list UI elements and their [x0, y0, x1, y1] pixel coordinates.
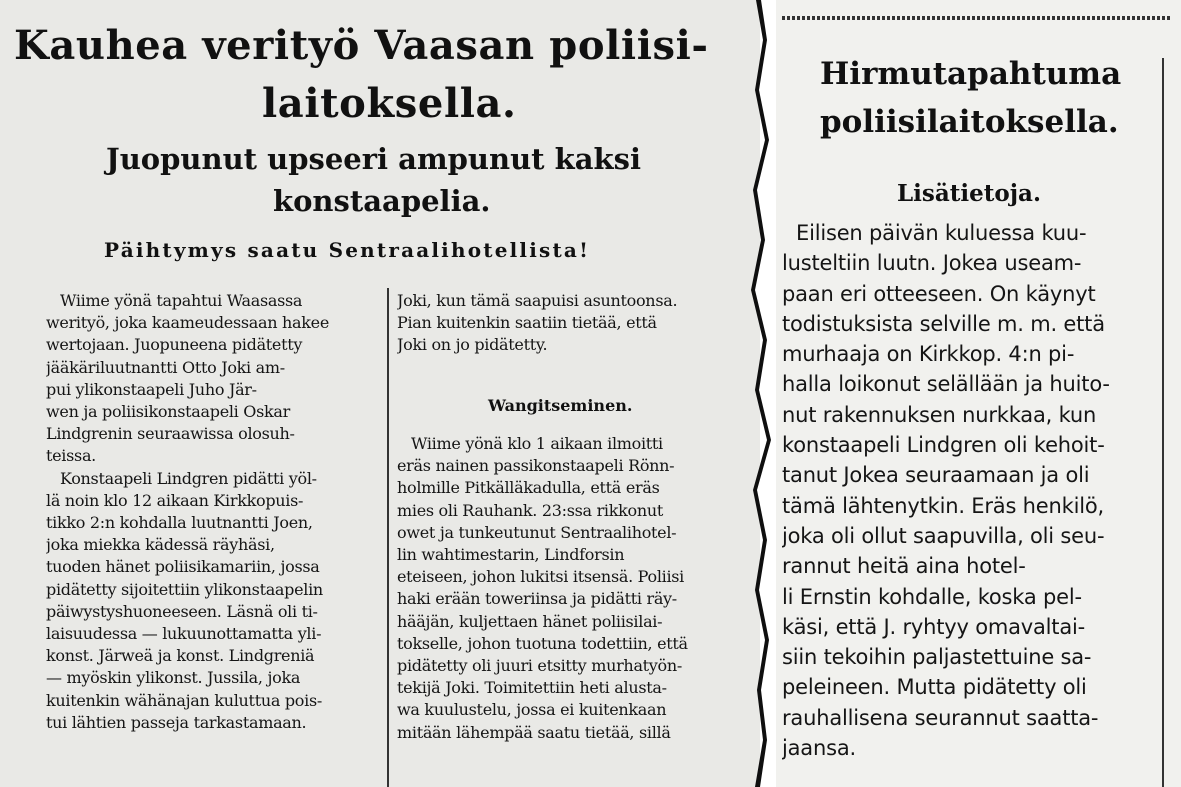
text-line: li Ernstin kohdalle, koska pel-: [782, 584, 1082, 609]
right-column-rule: [1162, 58, 1164, 787]
text-line: Joki on jo pidätetty.: [397, 335, 548, 355]
right-body-text: [782, 218, 1160, 787]
right-headline-line1: Hirmutapahtuma: [820, 56, 1122, 92]
text-line: joka miekka kädessä räyhäsi,: [46, 535, 275, 555]
left-headline-line1: Kauhea verityö Vaasan poliisi-: [14, 22, 709, 69]
text-line: hääjän, kuljettaen hänet poliisilai-: [397, 611, 663, 631]
text-line: mitään lähempää saatu tietää, sillä: [397, 722, 671, 742]
text-line: tikko 2:n kohdalla luutnantti Joen,: [46, 513, 313, 533]
text-line: owet ja tunkeutunut Sentraalihotel-: [397, 522, 677, 542]
text-line: Joki, kun tämä saapuisi asuntoonsa.: [397, 291, 678, 310]
text-line: joka oli ollut saapuvilla, oli seu-: [782, 523, 1105, 548]
column-separator: [387, 288, 389, 787]
text-line: tekijä Joki. Toimitettiin heti alusta-: [397, 678, 667, 698]
text-line: Wiime yönä tapahtui Waasassa: [60, 291, 303, 310]
text-line: mies oli Rauhank. 23:ssa rikkonut: [397, 500, 664, 520]
left-subheadline-line1: Juopunut upseeri ampunut kaksi: [106, 142, 641, 176]
text-line: peleineen. Mutta pidätetty oli: [782, 675, 1087, 700]
left-column-2-text: [397, 433, 737, 787]
text-line: pui ylikonstaapeli Juho Jär-: [46, 379, 257, 399]
text-line: jaansa.: [782, 736, 856, 761]
left-deck: Päihtymys saatu Sentraalihotellista!: [104, 238, 591, 262]
text-line: Wiime yönä klo 1 aikaan ilmoitti: [411, 434, 663, 453]
text-line: kuitenkin wähänajan kuluttua pois-: [46, 690, 322, 710]
right-newspaper-clipping: [776, 0, 1181, 787]
left-column-2-subhead: Wangitseminen.: [488, 396, 633, 415]
text-line: käsi, että J. ryhtyy omavaltai-: [782, 614, 1086, 639]
text-line: jääkäriluutnantti Otto Joki am-: [46, 357, 285, 377]
top-dotted-rule: [782, 16, 1172, 20]
text-line: päiwystyshuoneeseen. Läsnä oli ti-: [46, 601, 318, 621]
text-line: todistuksista selville m. m. että: [782, 311, 1105, 336]
text-line: paan eri otteeseen. On käynyt: [782, 281, 1096, 306]
text-line: halla loikonut selällään ja huito-: [782, 372, 1110, 397]
text-line: wertojaan. Juopuneena pidätetty: [46, 335, 303, 355]
text-line: lä noin klo 12 aikaan Kirkkopuis-: [46, 490, 304, 510]
text-line: wa kuulustelu, jossa ei kuitenkaan: [397, 700, 667, 720]
left-subheadline-line2: konstaapelia.: [273, 184, 491, 218]
text-line: lusteltiin luutn. Jokea useam-: [782, 251, 1082, 276]
text-line: eräs nainen passikonstaapeli Rönn-: [397, 456, 675, 476]
text-line: murhaaja on Kirkkop. 4:n pi-: [782, 342, 1075, 367]
text-line: Konstaapeli Lindgren pidätti yöl-: [60, 468, 317, 488]
left-headline-line2: laitoksella.: [262, 80, 517, 127]
text-line: tanut Jokea seuraamaan ja oli: [782, 463, 1090, 488]
text-line: tokselle, johon tuotuna todettiin, että: [397, 633, 688, 653]
text-line: lin wahtimestarin, Lindforsin: [397, 545, 625, 565]
left-column-1-text: [46, 290, 376, 787]
text-line: rannut heitä aina hotel-: [782, 554, 1026, 579]
text-line: Lindgrenin seuraawissa olosuh-: [46, 424, 295, 444]
right-subhead: Lisätietoja.: [897, 180, 1041, 207]
text-line: siin tekoihin paljastettuine sa-: [782, 645, 1092, 670]
text-line: rauhallisena seurannut saatta-: [782, 705, 1099, 730]
text-line: konstaapeli Lindgren oli kehoit-: [782, 433, 1105, 458]
text-line: haki erään toweriinsa ja pidätti räy-: [397, 589, 677, 609]
text-line: — myöskin ylikonst. Jussila, joka: [46, 668, 301, 688]
text-line: wen ja poliisikonstaapeli Oskar: [46, 402, 290, 422]
left-column-2-top-text: [397, 290, 737, 360]
right-headline-line2: poliisilaitoksella.: [820, 104, 1119, 140]
text-line: nut rakennuksen nurkkaa, kun: [782, 402, 1097, 427]
text-line: pidätetty sijoitettiin ylikonstaapelin: [46, 579, 323, 599]
text-line: holmille Pitkälläkadulla, että eräs: [397, 478, 660, 498]
text-line: teissa.: [46, 446, 96, 466]
text-line: Pian kuitenkin saatiin tietää, että: [397, 313, 657, 333]
text-line: tuoden hänet poliisikamariin, jossa: [46, 557, 320, 577]
text-line: werityö, joka kaameudessaan hakee: [46, 313, 330, 333]
text-line: tui lähtien passeja tarkastamaan.: [46, 712, 307, 732]
text-line: Eilisen päivän kuluessa kuu-: [796, 221, 1087, 245]
text-line: tämä lähtenytkin. Eräs henkilö,: [782, 493, 1104, 518]
text-line: laisuudessa — lukuunottamatta yli-: [46, 624, 322, 644]
text-line: eteiseen, johon lukitsi itsensä. Poliisi: [397, 567, 684, 587]
text-line: konst. Järweä ja konst. Lindgreniä: [46, 646, 315, 666]
text-line: pidätetty oli juuri etsitty murhatyön-: [397, 656, 682, 676]
